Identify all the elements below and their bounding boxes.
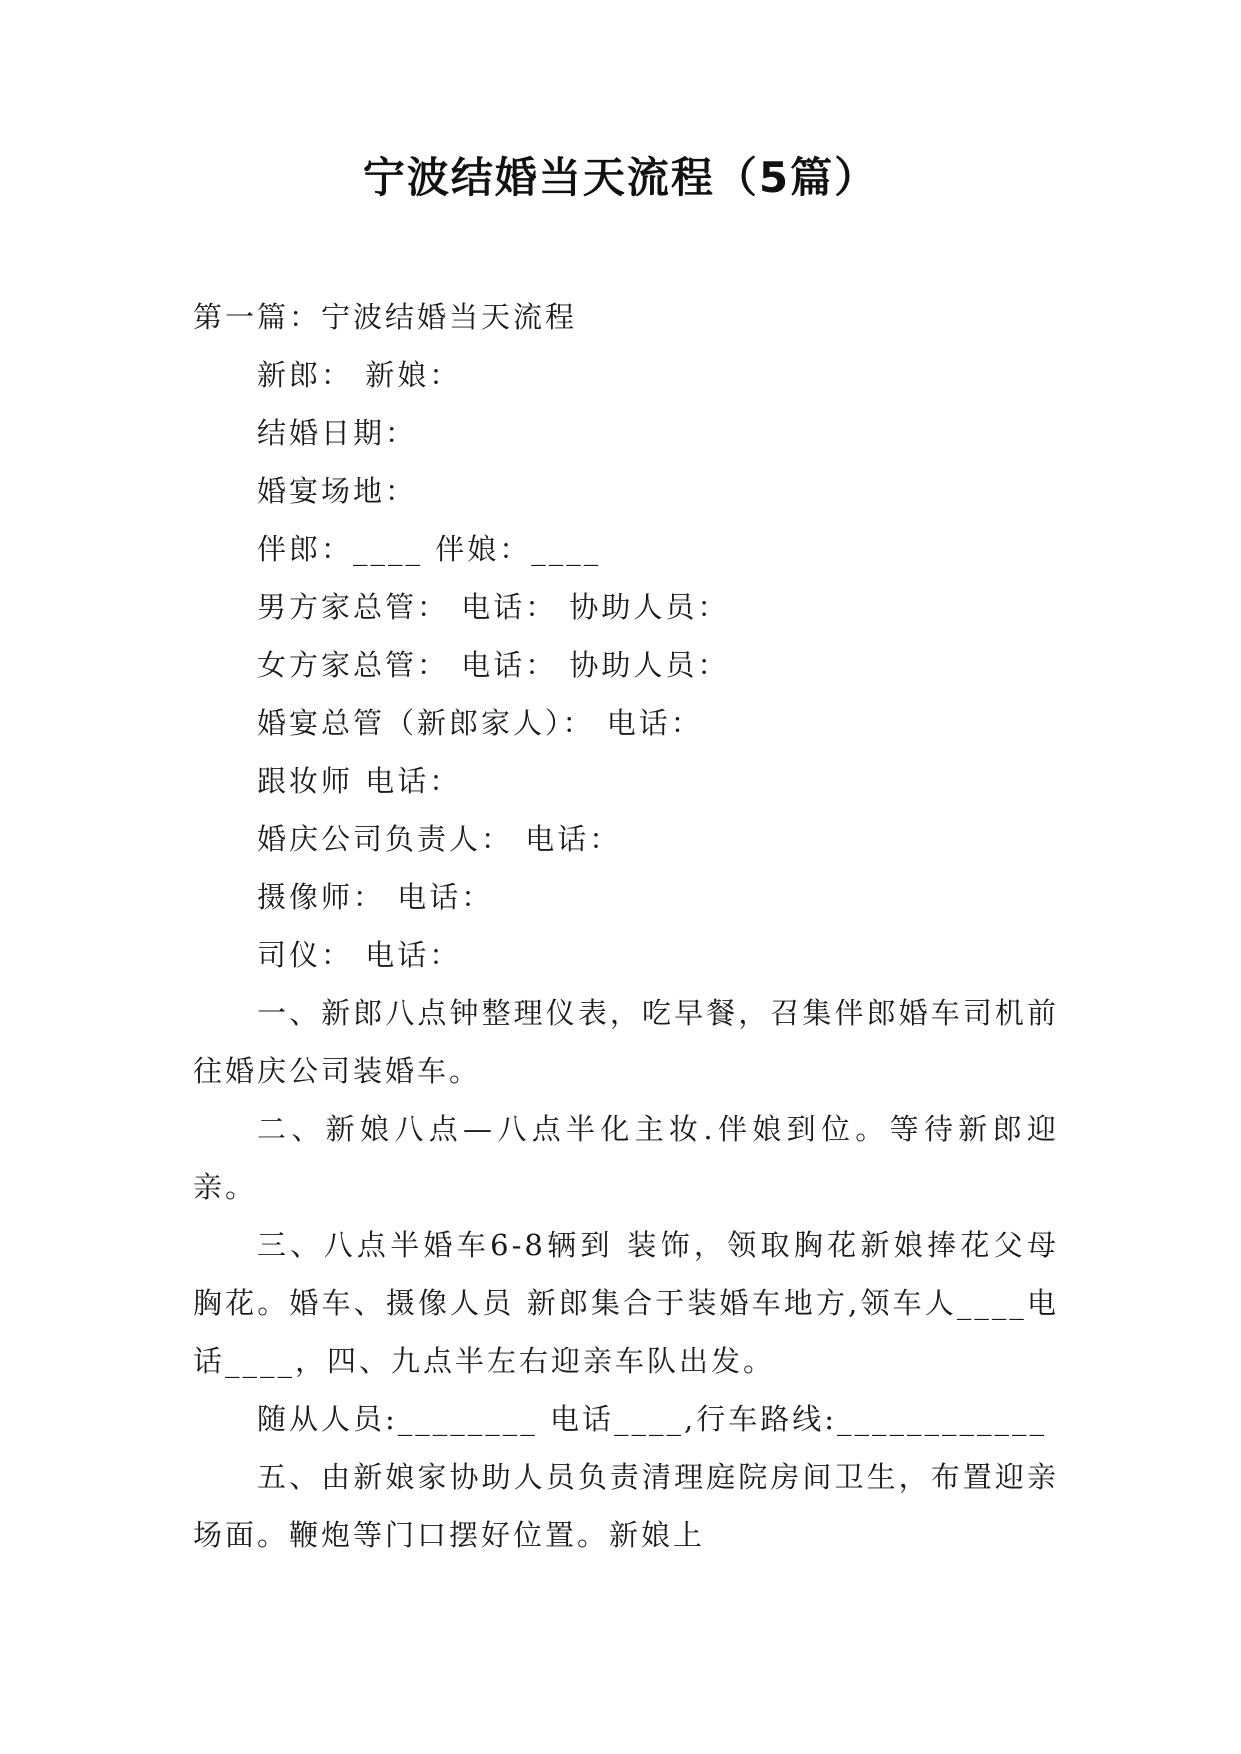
paragraph-step-1: 一、新郎八点钟整理仪表，吃早餐，召集伴郎婚车司机前往婚庆公司装婚车。 (193, 996, 1059, 1088)
field-banquet-venue: 婚宴场地： (257, 474, 418, 508)
document-title: 宁波结婚当天流程（5篇） (362, 153, 879, 202)
field-best-man-bridesmaid: 伴郎：____ 伴娘：____ (257, 532, 602, 566)
paragraph-escort-route: 随从人员:________ 电话____,行车路线:____________ (257, 1402, 1047, 1436)
field-groom-bride: 新郎： 新娘： (257, 358, 462, 392)
paragraph-step-2: 二、新娘八点—八点半化主妆.伴娘到位。等待新郎迎亲。 (193, 1112, 1059, 1204)
paragraph-step-5: 五、由新娘家协助人员负责清理庭院房间卫生，布置迎亲场面。鞭炮等门口摆好位置。新娘上 (193, 1460, 1059, 1552)
paragraph-step-3-4: 三、八点半婚车6-8辆到 装饰，领取胸花新娘捧花父母胸花。婚车、摄像人员 新郎集合于装婚车地方,领车人____电话____，四、九点半左右迎亲车队出发。 (193, 1228, 1059, 1378)
field-banquet-manager: 婚宴总管（新郎家人）： 电话： (257, 706, 703, 740)
field-wedding-company-lead: 婚庆公司负责人： 电话： (257, 822, 622, 856)
field-bride-family-manager: 女方家总管： 电话： 协助人员： (257, 648, 730, 682)
section-heading: 第一篇：宁波结婚当天流程 (193, 300, 578, 334)
field-emcee: 司仪： 电话： (257, 938, 462, 972)
field-groom-family-manager: 男方家总管： 电话： 协助人员： (257, 590, 730, 624)
document-body (193, 288, 1059, 1564)
field-makeup-artist: 跟妆师 电话： (257, 764, 462, 798)
field-videographer: 摄像师： 电话： (257, 880, 494, 914)
field-wedding-date: 结婚日期： (257, 416, 418, 450)
